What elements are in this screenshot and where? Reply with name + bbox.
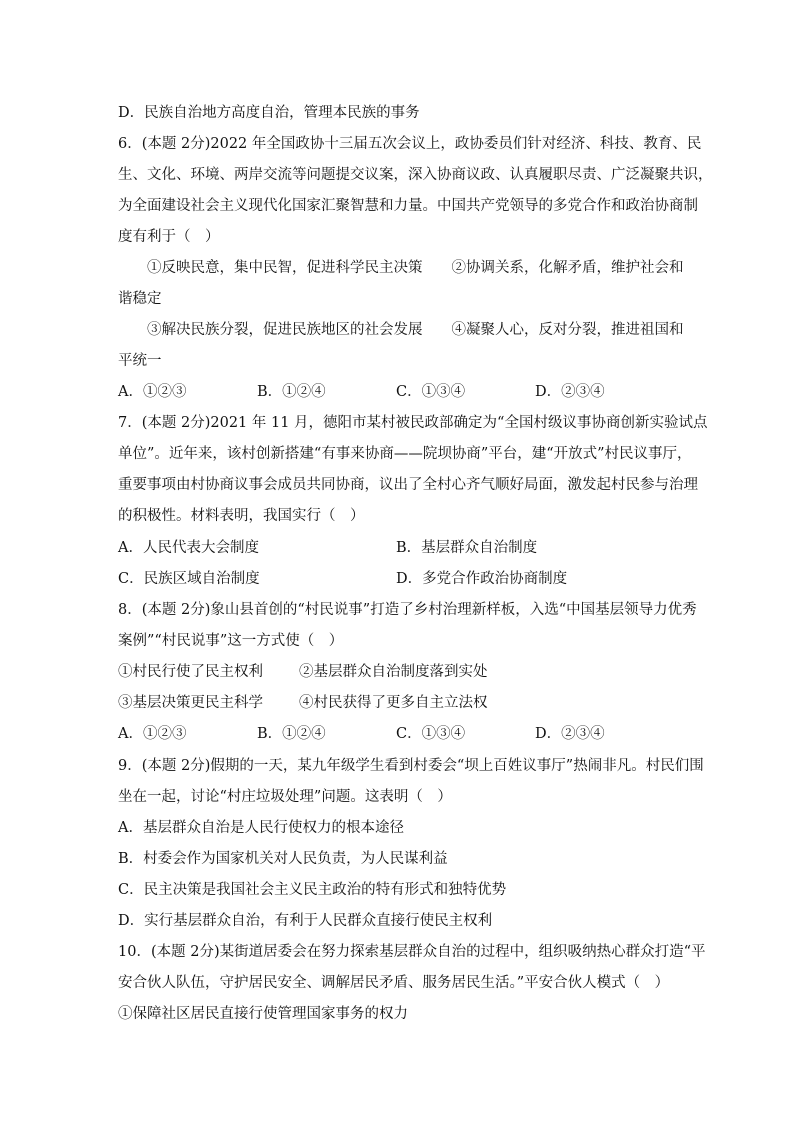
q8-option-b: B．①②④ <box>257 726 326 742</box>
question-7-stem: 重要事项由村协商议事会成员共同协商，议出了全村心齐气顺好局面，激发起村民参与治理 <box>118 477 698 493</box>
question-10-stem: 10．(本题 2分)某街道居委会在努力探索基层群众自治的过程中，组织吸纳热心群众打造“平 <box>118 944 706 960</box>
question-7-stem: 单位”。近年来，该村创新搭建“有事来协商——院坝协商”平台，建“开放式”村民议事厅， <box>118 446 692 462</box>
q7-option-d: D．多党合作政治协商制度 <box>396 571 568 587</box>
q6-statement: ③解决民族分裂，促进民族地区的社会发展 ④凝聚人心，反对分裂，推进祖国和 <box>147 322 684 338</box>
q8-statement: ④村民获得了更多自主立法权 <box>299 695 488 711</box>
q6-option-c: C．①③④ <box>396 384 466 400</box>
q7-option-b: B．基层群众自治制度 <box>396 540 538 556</box>
q6-statement: 平统一 <box>118 353 162 369</box>
q10-statement: ①保障社区居民直接行使管理国家事务的权力 <box>118 1006 408 1022</box>
question-9-stem: 坐在一起，讨论“村庄垃圾处理”问题。这表明（ ） <box>118 789 452 805</box>
q9-option-c: C．民主决策是我国社会主义民主政治的特有形式和独特优势 <box>118 882 507 898</box>
q8-statement: ②基层群众自治制度落到实处 <box>299 664 488 680</box>
q9-option-a: A．基层群众自治是人民行使权力的根本途径 <box>118 820 404 836</box>
q8-option-a: A．①②③ <box>118 726 187 742</box>
q6-option-a: A．①②③ <box>118 384 187 400</box>
q7-option-c: C．民族区域自治制度 <box>118 571 260 587</box>
question-10-stem: 安合伙人队伍，守护居民安全、调解居民矛盾、服务居民生活。”平安合伙人模式（ ） <box>118 975 670 991</box>
q9-option-d: D．实行基层群众自治，有利于人民群众直接行使民主权利 <box>118 913 493 929</box>
q8-statement: ①村民行使了民主权利 <box>118 664 263 680</box>
q6-statement: ①反映民意，集中民智，促进科学民主决策 ②协调关系，化解矛盾，维护社会和 <box>147 260 684 276</box>
q8-statement: ③基层决策更民主科学 <box>118 695 263 711</box>
q6-statement: 谐稳定 <box>118 291 162 307</box>
question-6-stem: 6．(本题 2分)2022 年全国政协十三届五次会议上，政协委员们针对经济、科技、教育、民 <box>118 136 702 152</box>
question-6-stem: 度有利于（ ） <box>118 229 220 245</box>
question-8-stem: 案例”“村民说事”这一方式使（ ） <box>118 633 344 649</box>
question-9-stem: 9．(本题 2分)假期的一天，某九年级学生看到村委会“坝上百姓议事厅”热闹非凡。村民们围 <box>118 758 704 774</box>
q5-option-d: D．民族自治地方高度自治，管理本民族的事务 <box>118 105 420 121</box>
q8-option-c: C．①③④ <box>396 726 466 742</box>
q7-option-a: A．人民代表大会制度 <box>118 540 259 556</box>
q6-option-b: B．①②④ <box>257 384 326 400</box>
q8-option-d: D．②③④ <box>535 726 605 742</box>
question-6-stem: 生、文化、环境、两岸交流等问题提交议案，深入协商议政、认真履职尽责、广泛凝聚共识， <box>118 167 713 183</box>
question-6-stem: 为全面建设社会主义现代化国家汇聚智慧和力量。中国共产党领导的多党合作和政治协商制 <box>118 198 698 214</box>
question-8-stem: 8．(本题 2分)象山县首创的“村民说事”打造了乡村治理新样板，入选“中国基层领导力优秀 <box>118 602 697 618</box>
q9-option-b: B．村委会作为国家机关对人民负责，为人民谋利益 <box>118 851 448 867</box>
question-7-stem: 的积极性。材料表明，我国实行（ ） <box>118 508 365 524</box>
q6-option-d: D．②③④ <box>535 384 605 400</box>
question-7-stem: 7．(本题 2分)2021 年 11 月，德阳市某村被民政部确定为“全国村级议事协商创新实验试点 <box>118 415 708 431</box>
